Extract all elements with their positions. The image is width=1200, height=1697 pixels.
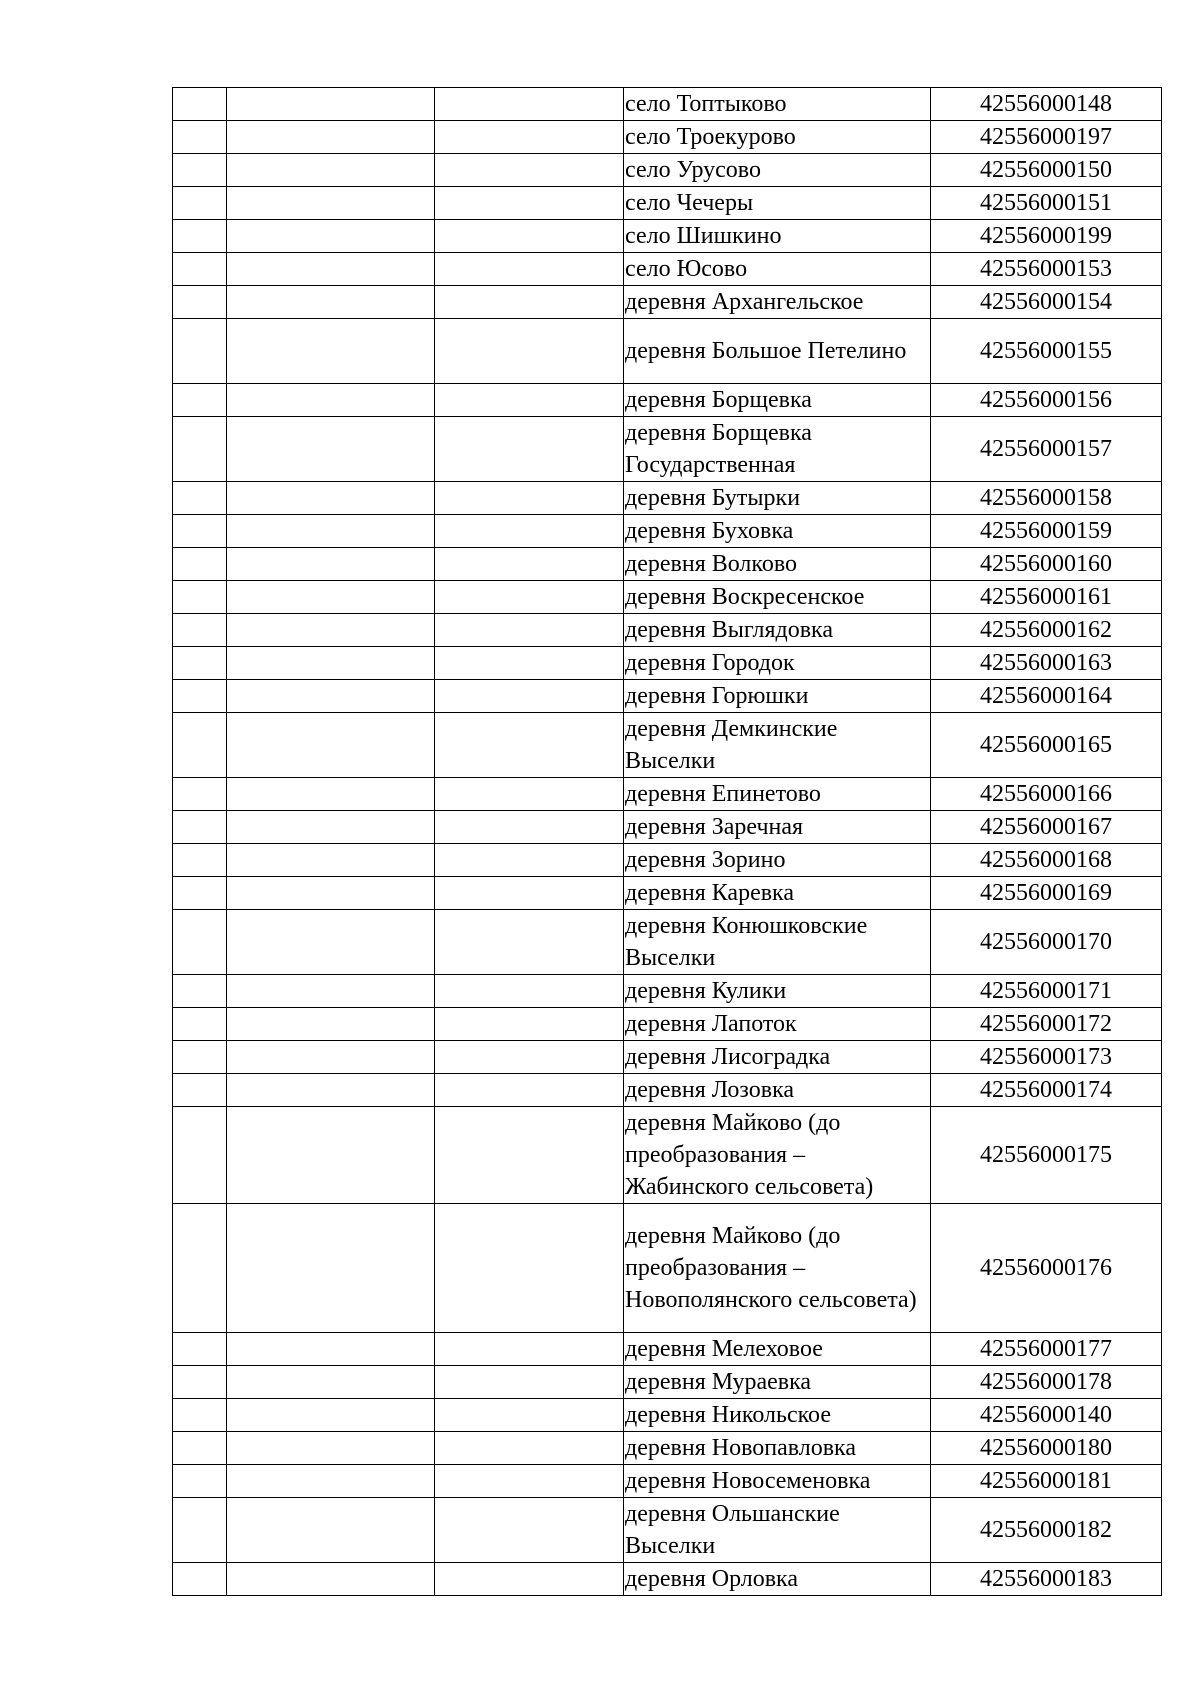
cell-municipality-code bbox=[435, 515, 624, 548]
cell-oktmo-code bbox=[931, 647, 1162, 680]
oktmo-code: 42556000166 bbox=[980, 781, 1112, 807]
cell-municipality-code bbox=[435, 811, 624, 844]
cell-municipality bbox=[227, 1008, 435, 1041]
cell-settlement-name bbox=[624, 581, 931, 614]
cell-municipality-code bbox=[435, 1107, 624, 1204]
cell-municipality-code bbox=[435, 1366, 624, 1399]
cell-number bbox=[173, 713, 227, 778]
cell-number bbox=[173, 975, 227, 1008]
oktmo-code: 42556000180 bbox=[980, 1435, 1112, 1461]
cell-settlement-name bbox=[624, 1008, 931, 1041]
cell-settlement-name bbox=[624, 811, 931, 844]
settlement-name: деревня Городок bbox=[625, 650, 795, 676]
table-row bbox=[173, 1432, 1162, 1465]
table-row bbox=[173, 680, 1162, 713]
cell-municipality-code bbox=[435, 1399, 624, 1432]
cell-municipality-code bbox=[435, 154, 624, 187]
table-row bbox=[173, 1366, 1162, 1399]
cell-oktmo-code bbox=[931, 844, 1162, 877]
cell-settlement-name bbox=[624, 877, 931, 910]
settlement-name: село Шишкино bbox=[625, 223, 782, 249]
cell-number bbox=[173, 220, 227, 253]
settlement-name: деревня Горюшки bbox=[625, 683, 809, 709]
cell-number bbox=[173, 1333, 227, 1366]
cell-municipality bbox=[227, 975, 435, 1008]
cell-number bbox=[173, 482, 227, 515]
cell-municipality-code bbox=[435, 1498, 624, 1563]
cell-settlement-name bbox=[624, 1333, 931, 1366]
table-row bbox=[173, 319, 1162, 384]
table-row bbox=[173, 515, 1162, 548]
cell-oktmo-code bbox=[931, 877, 1162, 910]
cell-municipality bbox=[227, 581, 435, 614]
settlement-name: деревня Воскресенское bbox=[625, 584, 865, 610]
cell-oktmo-code bbox=[931, 220, 1162, 253]
settlement-name: деревня Волково bbox=[625, 551, 798, 577]
cell-settlement-name bbox=[624, 910, 931, 975]
cell-oktmo-code bbox=[931, 811, 1162, 844]
oktmo-code: 42556000151 bbox=[980, 190, 1112, 216]
cell-settlement-name bbox=[624, 417, 931, 482]
table-row bbox=[173, 1399, 1162, 1432]
cell-settlement-name bbox=[624, 384, 931, 417]
cell-settlement-name bbox=[624, 253, 931, 286]
cell-settlement-name bbox=[624, 1074, 931, 1107]
settlement-name: деревня Никольское bbox=[625, 1402, 831, 1428]
cell-oktmo-code bbox=[931, 121, 1162, 154]
oktmo-code: 42556000178 bbox=[980, 1369, 1112, 1395]
settlement-name: деревня Демкинские Выселки bbox=[625, 716, 838, 774]
oktmo-code: 42556000159 bbox=[980, 518, 1112, 544]
oktmo-code: 42556000156 bbox=[980, 387, 1112, 413]
oktmo-code: 42556000173 bbox=[980, 1044, 1112, 1070]
cell-municipality bbox=[227, 811, 435, 844]
table-row bbox=[173, 778, 1162, 811]
cell-settlement-name bbox=[624, 220, 931, 253]
settlement-name: деревня Майково (до преобразования – Жабинского сельсовета) bbox=[625, 1110, 874, 1200]
oktmo-code: 42556000169 bbox=[980, 880, 1112, 906]
cell-municipality-code bbox=[435, 614, 624, 647]
cell-number bbox=[173, 614, 227, 647]
cell-settlement-name bbox=[624, 1204, 931, 1333]
oktmo-code: 42556000171 bbox=[980, 978, 1112, 1004]
oktmo-code: 42556000155 bbox=[980, 338, 1112, 364]
table-row bbox=[173, 154, 1162, 187]
cell-number bbox=[173, 647, 227, 680]
cell-municipality bbox=[227, 1465, 435, 1498]
cell-oktmo-code bbox=[931, 1498, 1162, 1563]
cell-municipality bbox=[227, 548, 435, 581]
cell-number bbox=[173, 384, 227, 417]
table-row bbox=[173, 910, 1162, 975]
cell-number bbox=[173, 811, 227, 844]
oktmo-code: 42556000177 bbox=[980, 1336, 1112, 1362]
settlement-name: деревня Лисоградка bbox=[625, 1044, 831, 1070]
settlement-name: деревня Выглядовка bbox=[625, 617, 833, 643]
settlement-name: деревня Лапоток bbox=[625, 1011, 797, 1037]
cell-settlement-name bbox=[624, 548, 931, 581]
cell-municipality-code bbox=[435, 319, 624, 384]
cell-settlement-name bbox=[624, 1399, 931, 1432]
oktmo-code: 42556000150 bbox=[980, 157, 1112, 183]
table-row bbox=[173, 88, 1162, 121]
cell-number bbox=[173, 417, 227, 482]
table-row bbox=[173, 614, 1162, 647]
cell-municipality bbox=[227, 1204, 435, 1333]
cell-number bbox=[173, 1366, 227, 1399]
oktmo-code: 42556000183 bbox=[980, 1566, 1112, 1592]
cell-municipality bbox=[227, 121, 435, 154]
oktmo-code: 42556000162 bbox=[980, 617, 1112, 643]
oktmo-code: 42556000197 bbox=[980, 124, 1112, 150]
settlement-name: село Топтыково bbox=[625, 91, 787, 117]
cell-number bbox=[173, 1432, 227, 1465]
cell-municipality-code bbox=[435, 778, 624, 811]
cell-settlement-name bbox=[624, 975, 931, 1008]
cell-municipality-code bbox=[435, 844, 624, 877]
cell-oktmo-code bbox=[931, 778, 1162, 811]
cell-number bbox=[173, 581, 227, 614]
cell-municipality bbox=[227, 88, 435, 121]
cell-municipality bbox=[227, 1074, 435, 1107]
cell-oktmo-code bbox=[931, 548, 1162, 581]
table-row bbox=[173, 1333, 1162, 1366]
cell-settlement-name bbox=[624, 1432, 931, 1465]
cell-number bbox=[173, 88, 227, 121]
table-row bbox=[173, 1204, 1162, 1333]
settlement-name: деревня Епинетово bbox=[625, 781, 821, 807]
cell-municipality bbox=[227, 713, 435, 778]
cell-number bbox=[173, 1107, 227, 1204]
table-row bbox=[173, 121, 1162, 154]
settlement-name: деревня Майково (до преобразования – Новополянского сельсовета) bbox=[625, 1223, 917, 1313]
cell-oktmo-code bbox=[931, 1333, 1162, 1366]
settlement-name: деревня Бутырки bbox=[625, 485, 801, 511]
table-row bbox=[173, 1008, 1162, 1041]
table-row bbox=[173, 482, 1162, 515]
cell-settlement-name bbox=[624, 1563, 931, 1596]
cell-number bbox=[173, 1498, 227, 1563]
settlement-name: деревня Буховка bbox=[625, 518, 794, 544]
cell-oktmo-code bbox=[931, 319, 1162, 384]
table-row bbox=[173, 877, 1162, 910]
cell-municipality bbox=[227, 515, 435, 548]
cell-municipality bbox=[227, 417, 435, 482]
settlement-name: деревня Борщевка bbox=[625, 387, 812, 413]
cell-municipality-code bbox=[435, 1333, 624, 1366]
cell-oktmo-code bbox=[931, 1366, 1162, 1399]
cell-settlement-name bbox=[624, 154, 931, 187]
cell-municipality bbox=[227, 319, 435, 384]
oktmo-code: 42556000153 bbox=[980, 256, 1112, 282]
cell-number bbox=[173, 1041, 227, 1074]
oktmo-code: 42556000170 bbox=[980, 929, 1112, 955]
cell-oktmo-code bbox=[931, 253, 1162, 286]
cell-settlement-name bbox=[624, 713, 931, 778]
settlement-name: деревня Заречная bbox=[625, 814, 804, 840]
cell-municipality-code bbox=[435, 581, 624, 614]
cell-number bbox=[173, 1204, 227, 1333]
cell-oktmo-code bbox=[931, 1465, 1162, 1498]
cell-municipality bbox=[227, 647, 435, 680]
cell-municipality-code bbox=[435, 1465, 624, 1498]
oktmo-code: 42556000154 bbox=[980, 289, 1112, 315]
cell-number bbox=[173, 1563, 227, 1596]
settlement-name: деревня Борщевка Государственная bbox=[625, 420, 812, 478]
cell-municipality-code bbox=[435, 1432, 624, 1465]
cell-number bbox=[173, 286, 227, 319]
cell-settlement-name bbox=[624, 319, 931, 384]
settlement-name: деревня Большое Петелино bbox=[625, 338, 907, 364]
cell-settlement-name bbox=[624, 286, 931, 319]
cell-municipality bbox=[227, 910, 435, 975]
table-row bbox=[173, 811, 1162, 844]
cell-oktmo-code bbox=[931, 286, 1162, 319]
cell-number bbox=[173, 877, 227, 910]
cell-oktmo-code bbox=[931, 1074, 1162, 1107]
cell-municipality bbox=[227, 286, 435, 319]
oktmo-code: 42556000165 bbox=[980, 732, 1112, 758]
cell-oktmo-code bbox=[931, 417, 1162, 482]
table-row bbox=[173, 975, 1162, 1008]
cell-municipality-code bbox=[435, 482, 624, 515]
cell-municipality-code bbox=[435, 1074, 624, 1107]
table-row bbox=[173, 417, 1162, 482]
cell-municipality-code bbox=[435, 417, 624, 482]
table-row bbox=[173, 647, 1162, 680]
settlement-name: деревня Новосеменовка bbox=[625, 1468, 871, 1494]
cell-oktmo-code bbox=[931, 1399, 1162, 1432]
cell-municipality bbox=[227, 187, 435, 220]
settlement-name: село Урусово bbox=[625, 157, 761, 183]
settlement-name: деревня Конюшковские Выселки bbox=[625, 913, 868, 971]
cell-municipality-code bbox=[435, 713, 624, 778]
cell-municipality-code bbox=[435, 910, 624, 975]
cell-settlement-name bbox=[624, 482, 931, 515]
table-row bbox=[173, 1465, 1162, 1498]
cell-oktmo-code bbox=[931, 515, 1162, 548]
cell-municipality-code bbox=[435, 1008, 624, 1041]
cell-municipality bbox=[227, 1432, 435, 1465]
cell-settlement-name bbox=[624, 1041, 931, 1074]
cell-oktmo-code bbox=[931, 384, 1162, 417]
oktmo-code: 42556000168 bbox=[980, 847, 1112, 873]
table-body bbox=[173, 88, 1162, 1596]
settlement-name: деревня Зорино bbox=[625, 847, 786, 873]
cell-number bbox=[173, 1008, 227, 1041]
cell-number bbox=[173, 910, 227, 975]
cell-municipality-code bbox=[435, 1041, 624, 1074]
cell-municipality-code bbox=[435, 286, 624, 319]
cell-settlement-name bbox=[624, 1465, 931, 1498]
cell-settlement-name bbox=[624, 1498, 931, 1563]
cell-municipality-code bbox=[435, 975, 624, 1008]
oktmo-code: 42556000172 bbox=[980, 1011, 1112, 1037]
cell-municipality-code bbox=[435, 220, 624, 253]
cell-oktmo-code bbox=[931, 680, 1162, 713]
cell-municipality bbox=[227, 778, 435, 811]
cell-municipality-code bbox=[435, 384, 624, 417]
cell-municipality-code bbox=[435, 253, 624, 286]
cell-settlement-name bbox=[624, 121, 931, 154]
oktmo-code: 42556000157 bbox=[980, 436, 1112, 462]
table-row bbox=[173, 1041, 1162, 1074]
settlement-name: село Юсово bbox=[625, 256, 748, 282]
table-row bbox=[173, 713, 1162, 778]
cell-municipality bbox=[227, 384, 435, 417]
cell-number bbox=[173, 154, 227, 187]
cell-municipality-code bbox=[435, 680, 624, 713]
cell-oktmo-code bbox=[931, 88, 1162, 121]
cell-number bbox=[173, 253, 227, 286]
cell-number bbox=[173, 319, 227, 384]
cell-number bbox=[173, 1465, 227, 1498]
cell-settlement-name bbox=[624, 88, 931, 121]
cell-municipality bbox=[227, 1107, 435, 1204]
cell-municipality bbox=[227, 1563, 435, 1596]
cell-municipality-code bbox=[435, 877, 624, 910]
oktmo-code: 42556000158 bbox=[980, 485, 1112, 511]
oktmo-code: 42556000181 bbox=[980, 1468, 1112, 1494]
oktmo-code: 42556000163 bbox=[980, 650, 1112, 676]
cell-municipality bbox=[227, 680, 435, 713]
table-row bbox=[173, 1074, 1162, 1107]
table-row bbox=[173, 1107, 1162, 1204]
cell-municipality-code bbox=[435, 647, 624, 680]
settlement-name: деревня Ольшанские Выселки bbox=[625, 1501, 840, 1559]
table-row bbox=[173, 1563, 1162, 1596]
cell-municipality bbox=[227, 154, 435, 187]
table-row bbox=[173, 548, 1162, 581]
cell-number bbox=[173, 1399, 227, 1432]
oktmo-code: 42556000160 bbox=[980, 551, 1112, 577]
cell-number bbox=[173, 680, 227, 713]
cell-oktmo-code bbox=[931, 713, 1162, 778]
cell-oktmo-code bbox=[931, 154, 1162, 187]
cell-municipality bbox=[227, 844, 435, 877]
cell-municipality-code bbox=[435, 187, 624, 220]
cell-oktmo-code bbox=[931, 187, 1162, 220]
cell-settlement-name bbox=[624, 614, 931, 647]
table-row bbox=[173, 253, 1162, 286]
cell-number bbox=[173, 515, 227, 548]
oktmo-code: 42556000174 bbox=[980, 1077, 1112, 1103]
oktmo-code: 42556000164 bbox=[980, 683, 1112, 709]
cell-municipality-code bbox=[435, 121, 624, 154]
table-row bbox=[173, 581, 1162, 614]
cell-oktmo-code bbox=[931, 975, 1162, 1008]
oktmo-code: 42556000182 bbox=[980, 1517, 1112, 1543]
cell-oktmo-code bbox=[931, 1563, 1162, 1596]
cell-oktmo-code bbox=[931, 910, 1162, 975]
cell-settlement-name bbox=[624, 187, 931, 220]
oktmo-code: 42556000140 bbox=[980, 1402, 1112, 1428]
cell-oktmo-code bbox=[931, 1041, 1162, 1074]
settlement-name: деревня Новопавловка bbox=[625, 1435, 856, 1461]
cell-municipality-code bbox=[435, 548, 624, 581]
cell-settlement-name bbox=[624, 680, 931, 713]
cell-municipality bbox=[227, 220, 435, 253]
cell-municipality bbox=[227, 1366, 435, 1399]
settlement-name: деревня Кулики bbox=[625, 978, 787, 1004]
cell-settlement-name bbox=[624, 1107, 931, 1204]
settlements-table bbox=[172, 87, 1162, 1596]
table-row bbox=[173, 286, 1162, 319]
cell-municipality-code bbox=[435, 1204, 624, 1333]
oktmo-code: 42556000175 bbox=[980, 1142, 1112, 1168]
cell-municipality bbox=[227, 1041, 435, 1074]
table-row bbox=[173, 220, 1162, 253]
settlement-name: деревня Мелеховое bbox=[625, 1336, 823, 1362]
cell-municipality bbox=[227, 1399, 435, 1432]
oktmo-code: 42556000161 bbox=[980, 584, 1112, 610]
settlement-name: деревня Орловка bbox=[625, 1566, 799, 1592]
oktmo-code: 42556000176 bbox=[980, 1255, 1112, 1281]
settlement-name: деревня Лозовка bbox=[625, 1077, 795, 1103]
oktmo-code: 42556000148 bbox=[980, 91, 1112, 117]
settlement-name: деревня Архангельское bbox=[625, 289, 864, 315]
cell-municipality bbox=[227, 614, 435, 647]
cell-municipality bbox=[227, 482, 435, 515]
cell-settlement-name bbox=[624, 1366, 931, 1399]
cell-oktmo-code bbox=[931, 1107, 1162, 1204]
cell-municipality-code bbox=[435, 88, 624, 121]
cell-municipality bbox=[227, 1333, 435, 1366]
cell-number bbox=[173, 548, 227, 581]
cell-municipality-code bbox=[435, 1563, 624, 1596]
settlement-name: село Чечеры bbox=[625, 190, 754, 216]
cell-settlement-name bbox=[624, 515, 931, 548]
cell-oktmo-code bbox=[931, 1204, 1162, 1333]
cell-oktmo-code bbox=[931, 581, 1162, 614]
oktmo-code: 42556000199 bbox=[980, 223, 1112, 249]
cell-municipality bbox=[227, 1498, 435, 1563]
cell-municipality bbox=[227, 877, 435, 910]
oktmo-code: 42556000167 bbox=[980, 814, 1112, 840]
table-row bbox=[173, 844, 1162, 877]
table-row bbox=[173, 1498, 1162, 1563]
settlement-name: деревня Мураевка bbox=[625, 1369, 812, 1395]
cell-oktmo-code bbox=[931, 1008, 1162, 1041]
cell-number bbox=[173, 121, 227, 154]
table-row bbox=[173, 384, 1162, 417]
cell-settlement-name bbox=[624, 647, 931, 680]
cell-number bbox=[173, 844, 227, 877]
cell-number bbox=[173, 1074, 227, 1107]
cell-oktmo-code bbox=[931, 482, 1162, 515]
cell-municipality bbox=[227, 253, 435, 286]
settlement-name: деревня Каревка bbox=[625, 880, 795, 906]
cell-number bbox=[173, 778, 227, 811]
settlement-name: село Троекурово bbox=[625, 124, 796, 150]
cell-settlement-name bbox=[624, 778, 931, 811]
cell-oktmo-code bbox=[931, 614, 1162, 647]
cell-oktmo-code bbox=[931, 1432, 1162, 1465]
cell-number bbox=[173, 187, 227, 220]
table-row bbox=[173, 187, 1162, 220]
cell-settlement-name bbox=[624, 844, 931, 877]
